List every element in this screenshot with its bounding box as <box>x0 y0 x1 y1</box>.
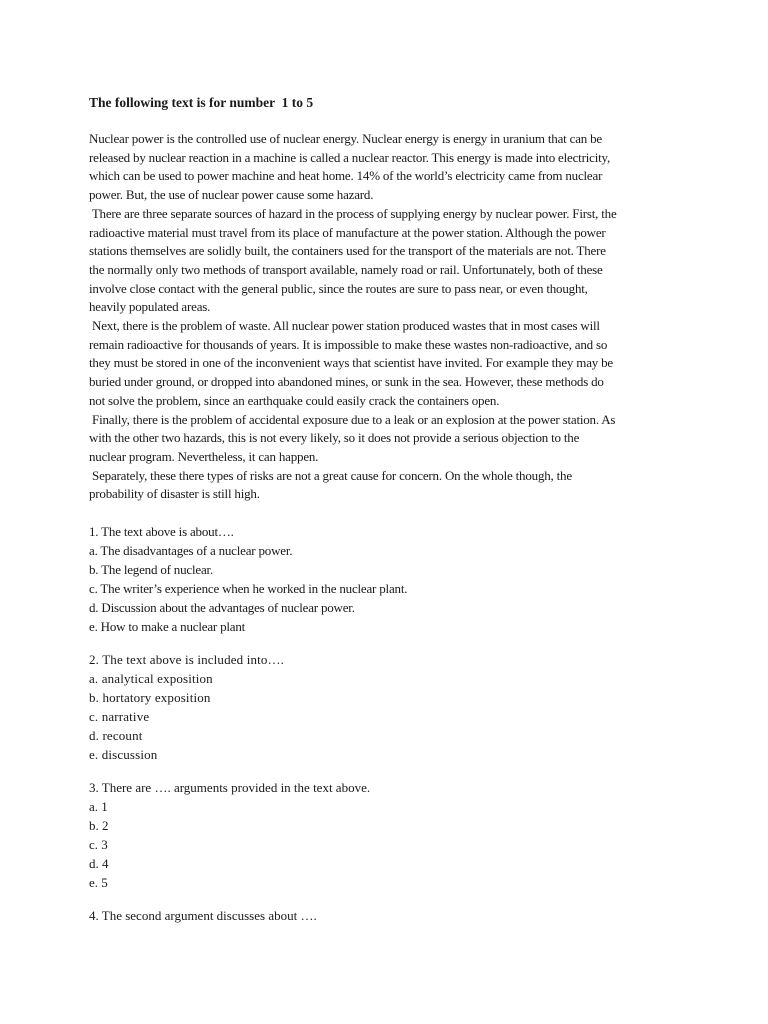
passage-line: buried under ground, or dropped into abandoned mines, or sunk in the sea. However, these methods do <box>89 374 604 390</box>
passage-line: stations themselves are solidly built, the containers used for the transport of the materials are not. There <box>89 243 606 259</box>
passage-line: not solve the problem, since an earthquake could easily crack the containers open. <box>89 392 500 408</box>
answer-option: e. How to make a nuclear plant <box>89 619 246 635</box>
answer-option: d. Discussion about the advantages of nuclear power. <box>89 600 355 616</box>
answer-option: b. 2 <box>89 818 109 834</box>
passage-line: heavily populated areas. <box>89 299 211 315</box>
question-stem: 1. The text above is about…. <box>89 524 234 540</box>
question-2 <box>89 650 689 764</box>
passage-line: involve close contact with the general public, since the routes are sure to pass near, or even thought, <box>89 280 588 296</box>
passage-line: probability of disaster is still high. <box>89 486 260 502</box>
question-1 <box>89 522 689 636</box>
document-page <box>89 94 689 925</box>
answer-option: a. analytical exposition <box>89 671 213 687</box>
question-stem: 2. The text above is included into…. <box>89 652 285 668</box>
passage-line: remain radioactive for thousands of years. It is impossible to make these wastes non-radioactive, and so <box>89 336 608 352</box>
answer-option: c. narrative <box>89 709 150 725</box>
question-3 <box>89 778 689 892</box>
passage-line: power. But, the use of nuclear power cause some hazard. <box>89 187 374 203</box>
answer-option: d. recount <box>89 728 143 744</box>
passage-line: Separately, these there types of risks are not a great cause for concern. On the whole though, the <box>89 467 572 483</box>
answer-option: a. 1 <box>89 799 108 815</box>
passage-line: There are three separate sources of hazard in the process of supplying energy by nuclear power. First, the <box>89 205 617 221</box>
answer-option: c. 3 <box>89 837 108 853</box>
passage-line: released by nuclear reaction in a machine is called a nuclear reactor. This energy is made into electricity, <box>89 149 611 165</box>
passage-line: radioactive material must travel from its place of manufacture at the power station. Although the power <box>89 224 606 240</box>
answer-option: e. discussion <box>89 747 158 763</box>
passage-line: nuclear program. Nevertheless, it can happen. <box>89 448 319 464</box>
answer-option: c. The writer’s experience when he worked in the nuclear plant. <box>89 581 408 597</box>
answer-option: b. The legend of nuclear. <box>89 562 213 578</box>
answer-option: b. hortatory exposition <box>89 690 211 706</box>
question-stem: 4. The second argument discusses about …. <box>89 908 317 924</box>
passage-line: Next, there is the problem of waste. All nuclear power station produced wastes that in most cases will <box>89 318 600 334</box>
answer-option: e. 5 <box>89 875 108 891</box>
question-4 <box>89 906 689 925</box>
passage-line: Finally, there is the problem of accidental exposure due to a leak or an explosion at the power station. As <box>89 411 616 427</box>
question-stem: 3. There are …. arguments provided in the text above. <box>89 780 371 796</box>
passage-line: which can be used to power machine and heat home. 14% of the world’s electricity came from nuclear <box>89 168 603 184</box>
passage-line: the normally only two methods of transport available, namely road or rail. Unfortunately, both of these <box>89 261 603 277</box>
passage-line: with the other two hazards, this is not every likely, so it does not provide a serious objection to the <box>89 430 580 446</box>
section-heading: The following text is for number 1 to 5 <box>89 95 314 110</box>
answer-option: d. 4 <box>89 856 109 872</box>
answer-option: a. The disadvantages of a nuclear power. <box>89 543 293 559</box>
passage-line: Nuclear power is the controlled use of nuclear energy. Nuclear energy is energy in uranium that can be <box>89 131 603 146</box>
passage-line: they must be stored in one of the inconvenient ways that scientist have invited. For example they may be <box>89 355 613 371</box>
reading-passage <box>89 130 689 504</box>
